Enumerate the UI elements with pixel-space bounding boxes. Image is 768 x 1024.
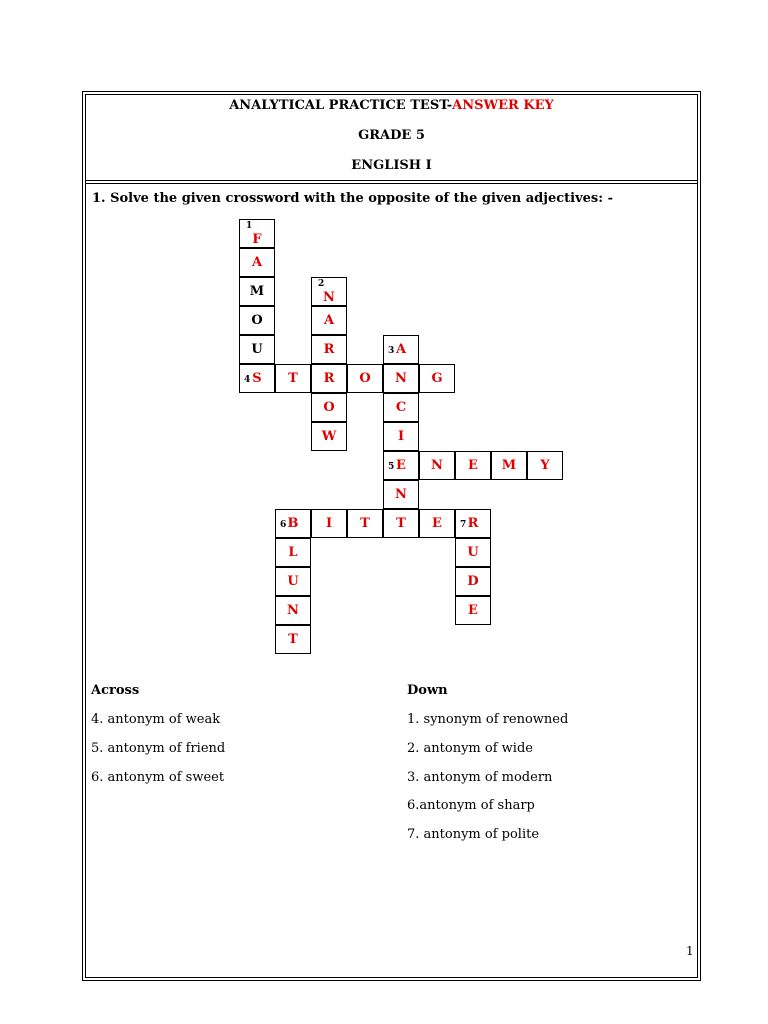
cell-letter: S bbox=[252, 371, 262, 386]
cell-letter: M bbox=[501, 458, 517, 473]
header-divider bbox=[85, 180, 698, 181]
cell-letter: Y bbox=[540, 458, 550, 473]
title-answer-key: ANSWER KEY bbox=[452, 98, 554, 113]
crossword-cell bbox=[311, 393, 347, 422]
cell-letter: A bbox=[395, 342, 407, 357]
down-clue: 3. antonym of modern bbox=[407, 770, 553, 785]
down-clue: 1. synonym of renowned bbox=[407, 712, 569, 727]
cell-letter: U bbox=[287, 574, 299, 589]
cell-letter: N bbox=[287, 603, 299, 618]
clue-number: 1 bbox=[246, 221, 253, 231]
page-number: 1 bbox=[686, 944, 694, 958]
clue-number: 3 bbox=[388, 346, 395, 356]
clue-number: 5 bbox=[388, 462, 395, 472]
cell-letter: D bbox=[467, 574, 479, 589]
cell-letter: R bbox=[323, 342, 335, 357]
cell-letter: T bbox=[360, 516, 370, 531]
cell-letter: T bbox=[288, 371, 298, 386]
crossword-cell bbox=[239, 306, 275, 335]
crossword-cell bbox=[239, 277, 275, 306]
crossword-cell bbox=[455, 538, 491, 567]
crossword-cell bbox=[347, 364, 383, 393]
subject-heading: ENGLISH I bbox=[351, 158, 432, 173]
cell-letter: E bbox=[468, 458, 478, 473]
crossword-cell bbox=[347, 509, 383, 538]
cell-letter: W bbox=[321, 429, 337, 444]
crossword-cell bbox=[311, 306, 347, 335]
clue-number: 2 bbox=[318, 279, 325, 289]
crossword-cell bbox=[275, 364, 311, 393]
cell-letter: C bbox=[395, 400, 407, 415]
cell-letter: N bbox=[395, 487, 407, 502]
across-clue: 6. antonym of sweet bbox=[91, 770, 225, 785]
crossword-cell bbox=[455, 596, 491, 625]
cell-letter: R bbox=[323, 371, 335, 386]
across-clue: 4. antonym of weak bbox=[91, 712, 221, 727]
crossword-cell bbox=[239, 248, 275, 277]
crossword-cell bbox=[311, 364, 347, 393]
cell-letter: I bbox=[397, 429, 405, 444]
cell-letter: E bbox=[468, 603, 478, 618]
crossword-cell bbox=[275, 538, 311, 567]
down-clue: 7. antonym of polite bbox=[407, 827, 540, 842]
cell-letter: O bbox=[359, 371, 371, 386]
crossword-cell bbox=[491, 451, 527, 480]
crossword-cell bbox=[383, 364, 419, 393]
crossword-cell bbox=[311, 422, 347, 451]
crossword-cell bbox=[383, 480, 419, 509]
grade-heading: GRADE 5 bbox=[358, 128, 425, 143]
cell-letter: U bbox=[251, 342, 263, 357]
cell-letter: F bbox=[252, 232, 262, 247]
crossword-cell bbox=[275, 567, 311, 596]
cell-letter: A bbox=[323, 313, 335, 328]
crossword-cell bbox=[383, 393, 419, 422]
cell-letter: A bbox=[251, 255, 263, 270]
crossword-cell bbox=[311, 509, 347, 538]
cell-letter: B bbox=[287, 516, 299, 531]
clue-number: 4 bbox=[244, 375, 251, 385]
across-clue: 5. antonym of friend bbox=[91, 741, 226, 756]
cell-letter: M bbox=[249, 284, 265, 299]
crossword-cell bbox=[275, 596, 311, 625]
crossword-cell bbox=[455, 567, 491, 596]
crossword-cell bbox=[275, 509, 311, 538]
cell-letter: G bbox=[431, 371, 443, 386]
cell-letter: R bbox=[467, 516, 479, 531]
cell-letter: T bbox=[396, 516, 406, 531]
cell-letter: E bbox=[396, 458, 406, 473]
cell-letter: O bbox=[323, 400, 335, 415]
crossword-cell bbox=[455, 451, 491, 480]
crossword-cell bbox=[383, 335, 419, 364]
title-prefix: ANALYTICAL PRACTICE TEST- bbox=[229, 98, 453, 113]
cell-letter: O bbox=[251, 313, 263, 328]
cell-letter: N bbox=[431, 458, 443, 473]
crossword-cell bbox=[311, 335, 347, 364]
crossword-cell bbox=[239, 219, 275, 248]
crossword-cell bbox=[527, 451, 563, 480]
cell-letter: N bbox=[323, 290, 335, 305]
crossword-cell bbox=[239, 335, 275, 364]
question-text: 1. Solve the given crossword with the opposite of the given adjectives: - bbox=[92, 191, 613, 206]
crossword-cell bbox=[275, 625, 311, 654]
crossword-cell bbox=[419, 451, 455, 480]
cell-letter: U bbox=[467, 545, 479, 560]
clue-number: 7 bbox=[460, 520, 467, 530]
crossword-cell bbox=[383, 422, 419, 451]
clue-number: 6 bbox=[280, 520, 287, 530]
down-clue: 6.antonym of sharp bbox=[407, 798, 535, 813]
crossword-cell bbox=[311, 277, 347, 306]
cell-letter: E bbox=[432, 516, 442, 531]
cell-letter: N bbox=[395, 371, 407, 386]
cell-letter: L bbox=[288, 545, 298, 560]
cell-letter: I bbox=[325, 516, 333, 531]
cell-letter: T bbox=[288, 632, 298, 647]
down-clue: 2. antonym of wide bbox=[407, 741, 533, 756]
page-title bbox=[85, 98, 698, 113]
crossword-cell bbox=[239, 364, 275, 393]
header-divider-2 bbox=[85, 183, 698, 184]
crossword-cell bbox=[455, 509, 491, 538]
down-title: Down bbox=[407, 683, 448, 698]
crossword-cell bbox=[419, 509, 455, 538]
crossword-cell bbox=[383, 509, 419, 538]
crossword-cell bbox=[419, 364, 455, 393]
across-title: Across bbox=[91, 683, 140, 698]
crossword-cell bbox=[383, 451, 419, 480]
